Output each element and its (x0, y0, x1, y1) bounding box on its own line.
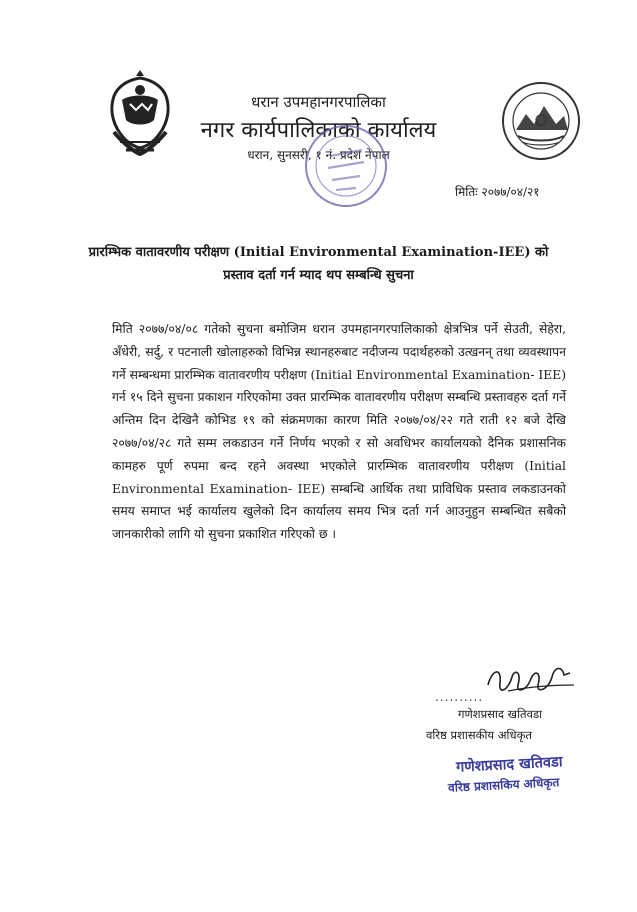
notice-body: मिति २०७७/०४/०८ गतेको सुचना बमोजिम धरान उपमहानगरपालिकाको क्षेत्रभित्र पर्ने सेउती, सेहेरा, अँधेरी, सर्दु, र पटनाली खोलाहरुको विभिन्न स्थानहरुबाट नदीजन्य पदार्थहरुको उत्खनन् तथा व्यवस्थापन गर्ने सम्बन्धमा प्रारम्भिक वातावरणीय परीक्षण (Initial Environmental Examination- IEE) गर्न १५ दिने सुचना प्रकाशन गरिएकोमा उक्त प्रारम्भिक वातावरणीय परीक्षण सम्बन्धि प्रस्तावहरु दर्ता गर्ने अन्तिम दिन देखिनै कोभिड १९ को संक्रमणका कारण मिति २०७७/०४/२२ गते राती १२ बजे देखि २०७७/०४/२८ गते सम्म लकडाउन गर्ने निर्णय भएको र सो अवधिभर कार्यालयको दैनिक प्रशासनिक कामहरु पूर्ण रुपमा बन्द रहने अवस्था भएकोले प्रारम्भिक वातावरणीय परीक्षण (Initial Environmental Examination- IEE) सम्बन्धि आर्थिक तथा प्राविधिक प्रस्ताव लकडाउनको समय समाप्त भई कार्यालय खुलेको दिन कार्यालय समय भित्र दर्ता गर्न आउनुहुन सम्बन्धित सबैको जानकारीको लागि यो सुचना प्रकाशित गरिएको छ । (112, 322, 566, 542)
notice-date: मितिः २०७७/०४/२१ (455, 185, 540, 199)
notice-title-line2: प्रस्ताव दर्ता गर्न म्याद थप सम्बन्धि सुचना (223, 268, 414, 283)
seal-name: गणेशप्रसाद खतिवडा (455, 754, 563, 776)
signatory-name: गणेशप्रसाद खतिवडा (458, 707, 543, 721)
office-stamp-icon (300, 120, 392, 212)
office-address: धरान, सुनसरी, १ नं. प्रदेश नेपाल (247, 148, 390, 162)
notice-title-line1: प्रारम्भिक वातावरणीय परीक्षण (Initial Environmental Examination-IEE) को (88, 245, 549, 260)
handwritten-signature-icon (478, 655, 578, 705)
office-name-line1: धरान उपमहानगरपालिका (251, 93, 386, 111)
signature-line: .......... (435, 690, 484, 704)
municipality-logo-icon (500, 80, 582, 162)
office-name-line2: नगर कार्यपालिकाको कार्यालय (200, 118, 437, 143)
signatory-title: वरिष्ठ प्रशासकीय अधिकृत (426, 728, 532, 742)
seal-title: वरिष्ठ प्रशासकिय अधिकृत (447, 775, 560, 795)
